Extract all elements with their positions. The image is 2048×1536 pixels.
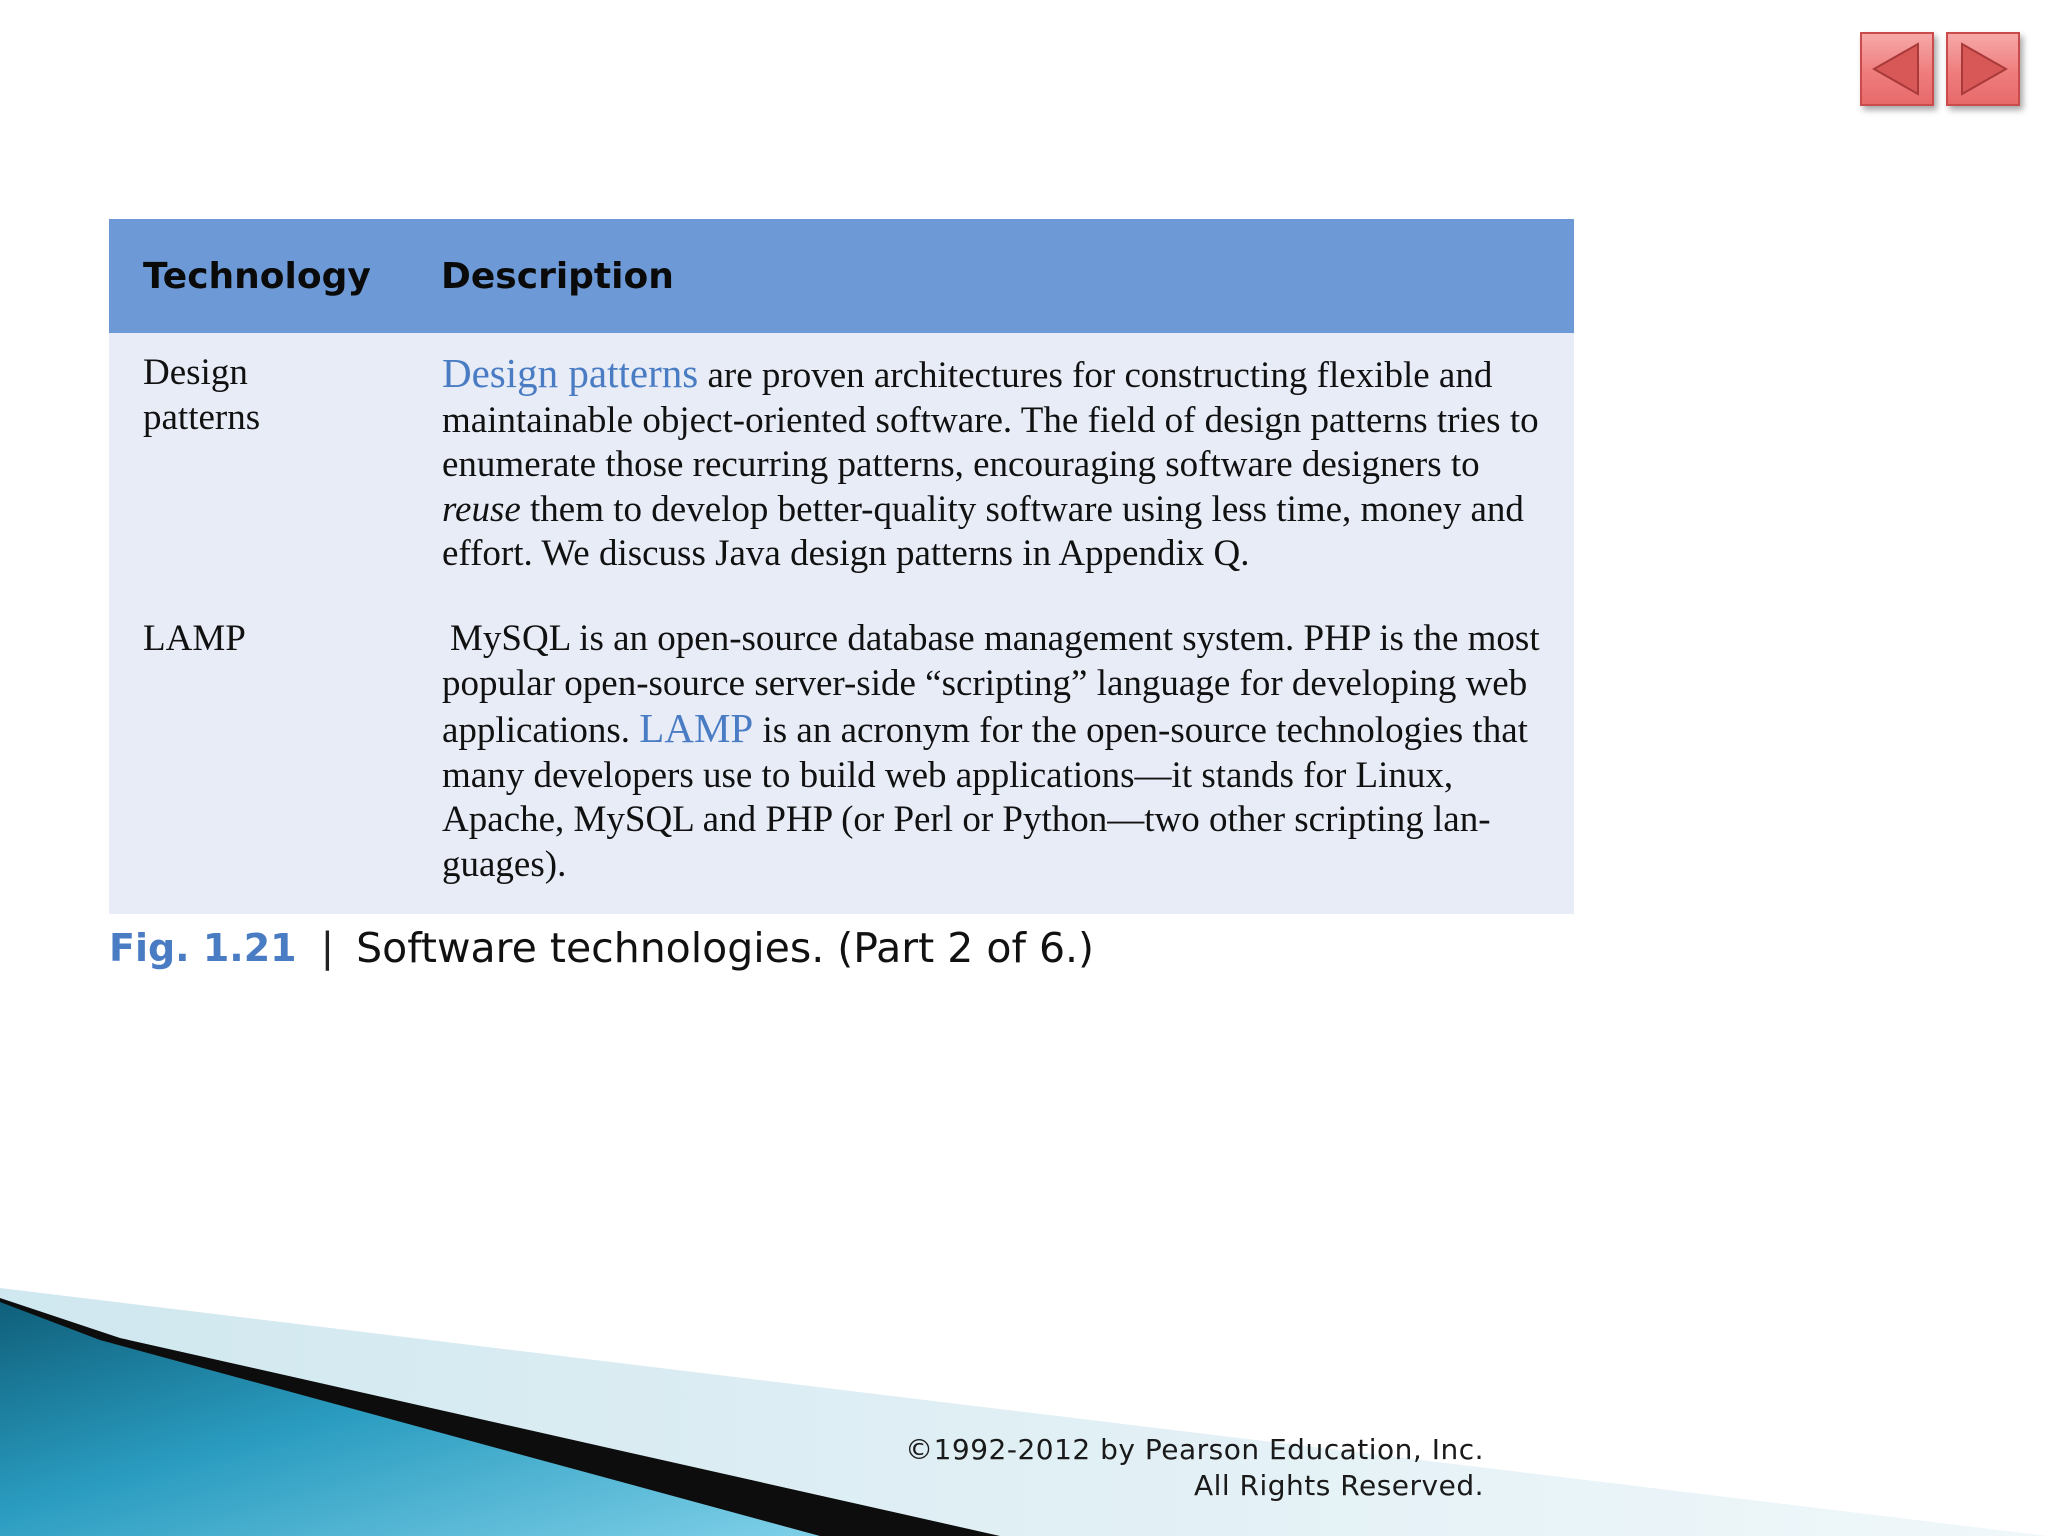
software-technologies-table	[109, 219, 1574, 914]
highlighted-term: Design patterns	[442, 350, 699, 396]
figure-title: Software technologies. (Part 2 of 6.)	[356, 924, 1095, 972]
figure-caption	[109, 918, 1094, 978]
technology-name-line: LAMP	[143, 617, 246, 659]
description-text: effort. We discuss Java design patterns in Appendix Q.	[442, 533, 1250, 575]
previous-slide-button[interactable]	[1860, 32, 1934, 106]
rights-line: All Rights Reserved.	[1193, 1469, 1484, 1502]
description-text: MySQL is an open-source database management system. PHP is the most	[450, 617, 1540, 659]
highlighted-term: LAMP	[639, 705, 754, 752]
caption-separator: |	[320, 925, 335, 971]
description-text: guages).	[442, 843, 567, 885]
description-text: Apache, MySQL and PHP (or Perl or Python—two other scripting lan-	[442, 799, 1491, 841]
description-text: is an acronym for the open-source technologies that	[753, 710, 1528, 752]
next-slide-button[interactable]	[1946, 32, 2020, 106]
description-text: are proven architectures for constructing flexible and	[698, 355, 1493, 396]
emphasized-word: reuse	[442, 488, 521, 530]
description-text: enumerate those recurring patterns, encouraging software designers to	[442, 444, 1480, 486]
description-text: many developers use to build web applications—it stands for Linux,	[442, 754, 1454, 796]
description-text: them to develop better-quality software using less time, money and	[520, 488, 1524, 530]
description-cell	[441, 333, 1574, 617]
copyright-line: ©1992-2012 by Pearson Education, Inc.	[905, 1433, 1484, 1466]
table-header-row	[109, 219, 1574, 333]
column-header-description: Description	[441, 255, 674, 297]
description-text: maintainable object-oriented software. The field of design patterns tries to	[442, 399, 1539, 441]
figure-label: Fig. 1.21	[109, 926, 297, 970]
description-text: applications.	[442, 710, 640, 752]
technology-name-line: patterns	[143, 396, 261, 438]
copyright-notice	[905, 1432, 1484, 1504]
table-row	[109, 617, 1574, 914]
table-row	[109, 333, 1574, 617]
technology-name-line: Design	[143, 352, 248, 393]
technology-cell	[109, 617, 441, 914]
description-text: popular open-source server-side “scripting” language for developing web	[442, 662, 1528, 704]
column-header-technology: Technology	[143, 255, 371, 297]
triangle-right-icon	[1948, 34, 2018, 104]
triangle-left-icon	[1862, 34, 1932, 104]
technology-cell	[109, 333, 441, 617]
description-cell	[441, 617, 1574, 914]
